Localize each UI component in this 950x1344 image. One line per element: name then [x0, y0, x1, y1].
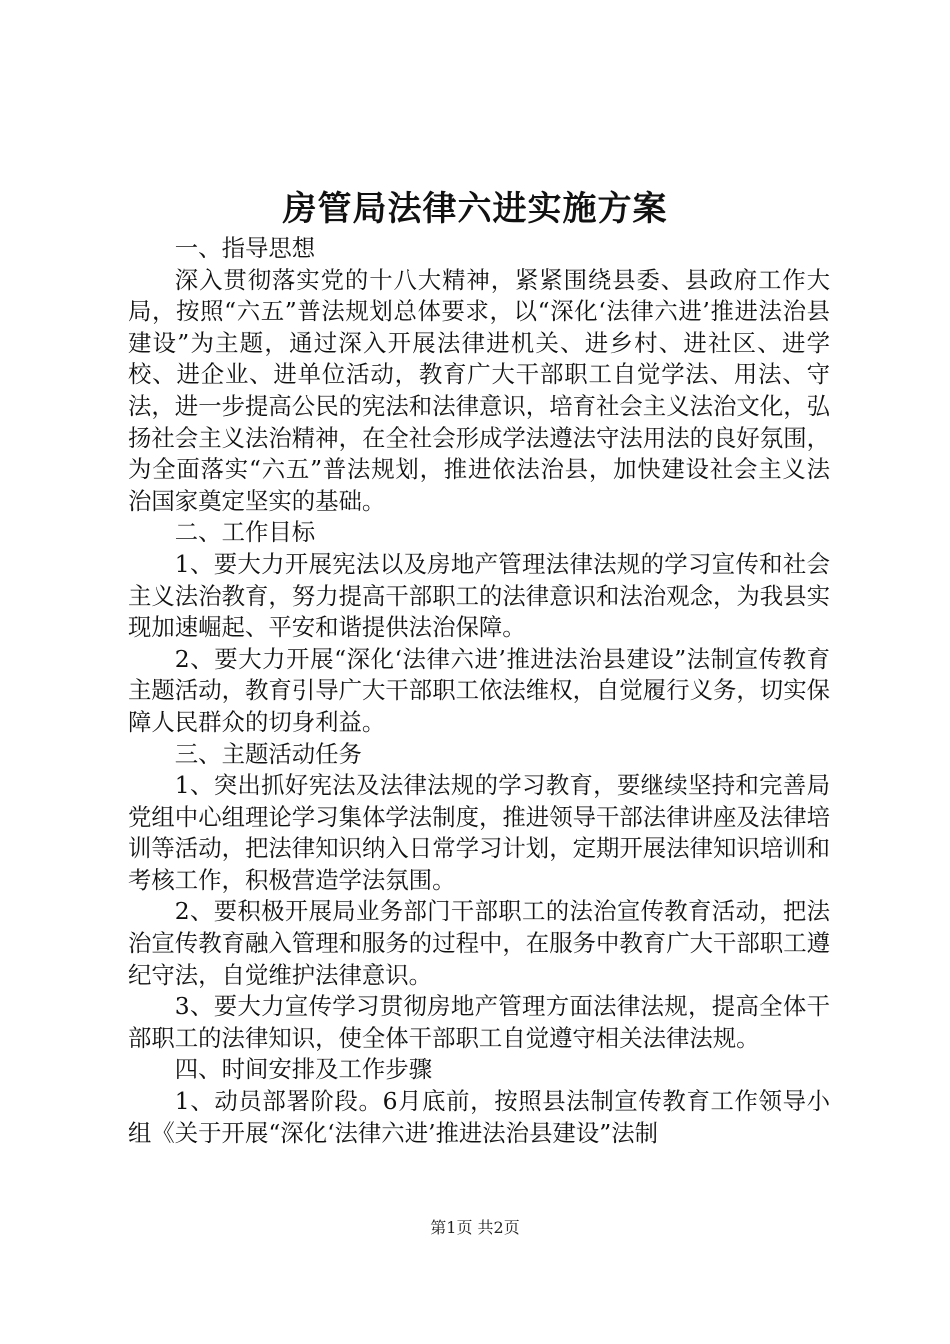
paragraph-task-1: 1、突出抓好宪法及法律法规的学习教育，要继续坚持和完善局党组中心组理论学习集体学法制度，推进领导干部法律讲座及法律培训等活动，把法律知识纳入日常学习计划，定期开展法律知识培训和考核工作，积极营造学法氛围。 — [128, 771, 830, 894]
paragraph-goal-1: 1、要大力开展宪法以及房地产管理法律法规的学习宣传和社会主义法治教育，努力提高干部职工的法律意识和法治观念，为我县实现加速崛起、平安和谐提供法治保障。 — [128, 549, 830, 642]
document-title: 房管局法律六进实施方案 — [282, 189, 668, 229]
paragraph-goal-2: 2、要大力开展“深化‘法律六进’推进法治县建设”法制宣传教育主题活动，教育引导广大干部职工依法维权，自觉履行义务，切实保障人民群众的切身利益。 — [128, 644, 830, 736]
paragraph-task-3: 3、要大力宣传学习贯彻房地产管理方面法律法规，提高全体干部职工的法律知识，使全体干部职工自觉遵守相关法律法规。 — [128, 992, 830, 1052]
paragraph-schedule-1: 1、动员部署阶段。6月底前，按照县法制宣传教育工作领导小组《关于开展“深化‘法律六进’推进法治县建设”法制 — [128, 1087, 830, 1147]
document-body — [128, 233, 830, 1149]
section-heading-guiding-ideology: 一、指导思想 — [174, 234, 316, 262]
section-heading-schedule: 四、时间安排及工作步骤 — [174, 1055, 433, 1084]
section-heading-work-goals: 二、工作目标 — [174, 518, 316, 547]
section-heading-activity-tasks: 三、主题活动任务 — [174, 739, 362, 768]
paragraph-guiding-ideology: 深入贯彻落实党的十八大精神，紧紧围绕县委、县政府工作大局，按照“六五”普法规划总体要求，以“深化‘法律六进’推进法治县建设”为主题，通过深入开展法律进机关、进乡村、进社区、进学校、进企业、进单位活动，教育广大干部职工自觉学法、用法、守法，进一步提高公民的宪法和法律意识，培育社会主义法治文化，弘扬社会主义法治精神，在全社会形成学法遵法守法用法的良好氛围，为全面落实“六五”普法规划，推进依法治县，加快建设社会主义法治国家奠定坚实的基础。 — [128, 265, 830, 515]
page-number-footer: 第1页 共2页 — [430, 1218, 520, 1237]
paragraph-task-2: 2、要积极开展局业务部门干部职工的法治宣传教育活动，把法治宣传教育融入管理和服务的过程中，在服务中教育广大干部职工遵纪守法，自觉维护法律意识。 — [128, 897, 830, 989]
